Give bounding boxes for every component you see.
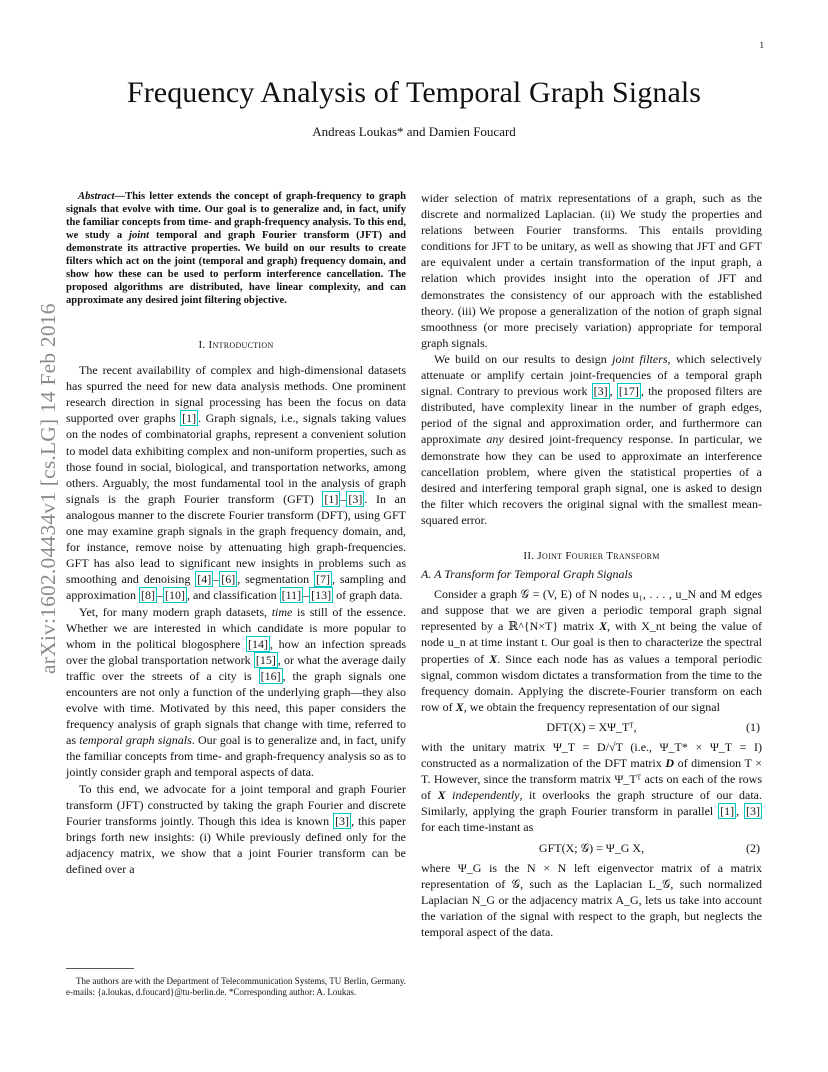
citation-link[interactable]: [17] bbox=[618, 384, 639, 399]
equation-1: DFT(X) = XΨ_Tᵀ, (1) bbox=[546, 719, 760, 734]
right-column bbox=[421, 190, 762, 940]
section-heading-jft: II. Joint Fourier Transform bbox=[523, 549, 660, 562]
citation-link[interactable]: [16] bbox=[260, 668, 281, 683]
paper-authors: Andreas Loukas* and Damien Foucard bbox=[312, 124, 516, 139]
citation-link[interactable]: [6] bbox=[221, 572, 236, 587]
intro-paragraph-4: wider selection of matrix representations of a graph, such as the discrete and normalized Laplacian. (ii) We study the properties and relations between Fourier transforms. This entails providing conditions for JFT to be unitary, as well as showing that JFT and GFT are equivalent under a certain transformation of the input graph, a relation which provides insight into the operation of JFT and demonstrates the consistency of our approach with the established theory. (iii) We propose a generalization of the notion of graph signal smoothness (or more precisely variation) appropriate for temporal graph signals. bbox=[421, 191, 762, 350]
citation-link[interactable]: [3] bbox=[746, 804, 760, 819]
citation-link[interactable]: [8] bbox=[140, 588, 155, 603]
section-heading-introduction: I. Introduction bbox=[198, 339, 274, 351]
citation-link[interactable]: [1] bbox=[720, 804, 735, 819]
sec2-paragraph-2: with the unitary matrix Ψ_T = D/√T (i.e., Ψ_T* × Ψ_T = I) constructed as a normalization of the DFT matrix D of dimension T × T. However, since the transform matrix Ψ_Tᵀ acts on each of the rows of X independently, it overlooks the graph structure of our data. Similarly, applying the graph Fourier transform in parallel [1] , [3] for each time-instant as bbox=[421, 740, 763, 835]
citation-link[interactable]: [15] bbox=[255, 652, 276, 667]
sec2-paragraph-1: Consider a graph 𝒢 = (V, E) of N nodes u₁, . . . , u_N and M edges and suppose that we are given a periodic temporal graph signal represented by a ℝ^{N×T} matrix X, with X_nt being the value of node u_n at time instant t. Our goal is then to characterize the spectral properties of X. Since each node has as values a temporal periodic signal, common wisdom dictates a transformation from the time to the frequency domain. Applying the discrete-Fourier transform on each row of X, we obtain the frequency representation of our signal bbox=[421, 587, 763, 714]
footnote: The authors are with the Department of Telecommunication Systems, TU Berlin, Germany. e-mails: {a.loukas, d.foucard}@tu-berlin.de. *Corresponding author: A. Loukas. bbox=[66, 976, 406, 997]
citation-link[interactable]: [10] bbox=[164, 588, 185, 603]
citation-link[interactable]: [1] bbox=[182, 411, 197, 426]
subsection-heading: A. A Transform for Temporal Graph Signals bbox=[421, 567, 633, 582]
footnote-rule bbox=[66, 968, 134, 969]
intro-paragraph-2: Yet, for many modern graph datasets, time is still of the essence. Whether we are interested in which candidate is more popular to whom in the political blogosphere [14] , how an infection spreads over the global transportation network [15] , or what the average daily traffic over the streets of a city is [16] , the graph signals one encounters are not only a function of the underlying graph—they also evolve with time. Motivated by this need, this paper considers the frequency analysis of graph signals that change with time, referred to as temporal graph signals. Our goal is to generalize and, in fact, unify the familiar concepts from time- and graph-frequency analysis so as to jointly consider graph and temporal aspects of data. bbox=[66, 604, 407, 780]
citation-link[interactable]: [11] bbox=[281, 588, 302, 603]
citation-link[interactable]: [3] bbox=[348, 491, 363, 506]
intro-paragraph-1: The recent availability of complex and high-dimensional datasets has spurred the need for new data analysis methods. One prominent research direction in signal processing has been the focus on data supported over graphs [1] . Graph signals, i.e., signals taking values on the nodes of combinatorial graphs, represent a convenient solution to model data exhibiting complex and non-uniform properties, such as those found in social, biological, and transportation networks, among others. Arguably, the most fundamental tool in the analysis of graph signals is the graph Fourier transform (GFT) [1] – [3] . In an analogous manner to the discrete Fourier transform (DFT), using GFT one may examine graph signals in the graph frequency domain, and, for instance, remove noise by attenuating high graph-frequencies. GFT has also lead to significant new insights in problems such as smoothing and denoising [4] – [6] , segmentation [7] , sampling and approximation [8] – [10] , and classification [11] – [13] of graph data. bbox=[66, 363, 407, 603]
left-column bbox=[66, 190, 406, 877]
citation-link[interactable]: [3] bbox=[335, 813, 350, 828]
arxiv-stamp[interactable]: arXiv:1602.04434v1 [cs.LG] 14 Feb 2016 bbox=[36, 303, 60, 674]
intro-paragraph-3: To this end, we advocate for a joint temporal and graph Fourier transform (JFT) constructed by taking the graph Fourier and discrete Fourier transforms jointly. Though this idea is known [3] , this paper brings forth new insights: (i) While previously defined only for the adjacency matrix, we show that a joint Fourier transform can be defined over a bbox=[66, 781, 406, 876]
citation-link[interactable]: [13] bbox=[311, 588, 332, 603]
abstract: Abstract—This letter extends the concept of graph-frequency to graph signals that evolve with time. Our goal is to generalize and, in fact, unify the familiar concepts from time- and graph-frequency analysis. To this end, we study a joint temporal and graph Fourier transform (JFT) and demonstrate its attractive properties. We build on our results to create filters which act on the joint (temporal and graph) frequency domain, and show how these can be used to perform interference cancellation. The proposed algorithms are distributed, have linear complexity, and can approximate any desired joint filtering objective. bbox=[66, 191, 407, 306]
equation-2: GFT(X; 𝒢) = Ψ_G X, (2) bbox=[538, 840, 760, 855]
page-number: 1 bbox=[759, 40, 764, 50]
citation-link[interactable]: [3] bbox=[593, 384, 608, 399]
citation-link[interactable]: [4] bbox=[197, 572, 212, 587]
paper-title: Frequency Analysis of Temporal Graph Signals bbox=[126, 76, 702, 109]
citation-link[interactable]: [14] bbox=[247, 636, 268, 651]
intro-paragraph-5: We build on our results to design joint filters, which selectively attenuate or amplify certain joint-frequencies of a temporal graph signal. Contrary to previous work [3] , [17] , the proposed filters are distributed, have complexity linear in the number of graph edges, period of the signal and approximation order, and furthermore can approximate any desired joint-frequency response. In particular, we demonstrate how they can be used to approximate an interference cancellation problem, where given the statistical properties of a desired and interfering temporal graph signal, one is asked to design the filter which recovers the original signal with the smallest mean-squared error. bbox=[421, 351, 763, 527]
citation-link[interactable]: [1] bbox=[324, 491, 339, 506]
sec2-paragraph-3: where Ψ_G is the N × N left eigenvector matrix of a matrix representation of 𝒢, such as the Laplacian L_𝒢, such normalized Laplacian N_G or the adjacency matrix A_G, lets us take into account the variation of the signal with respect to the graph, but neglects the temporal aspect of the data. bbox=[421, 860, 762, 940]
citation-link[interactable]: [7] bbox=[315, 572, 330, 587]
